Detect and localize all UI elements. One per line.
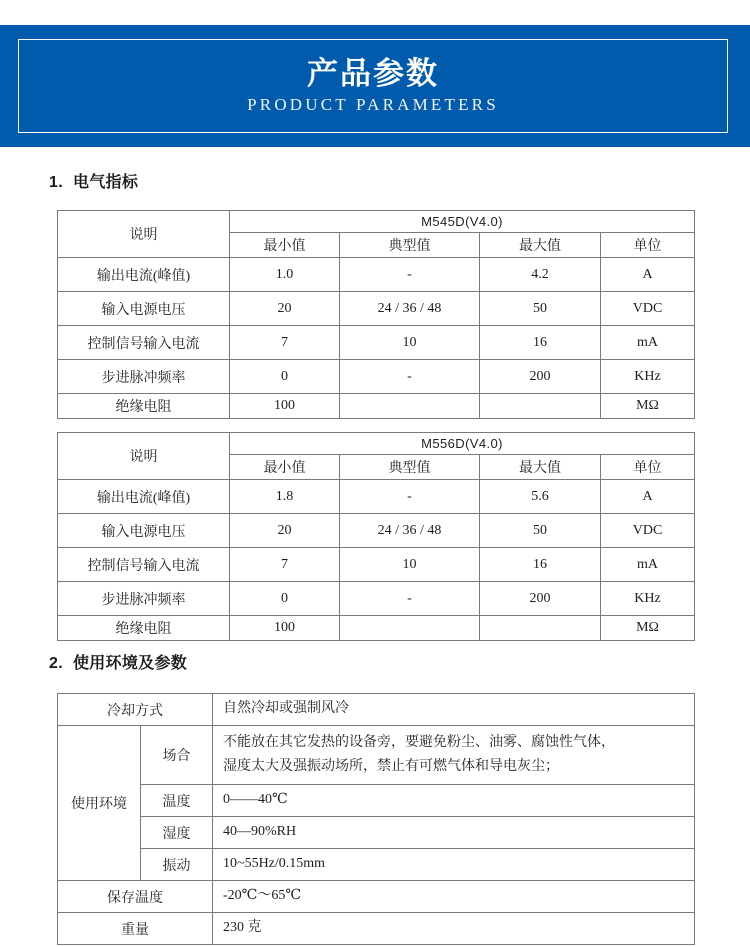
- value-weight: 230 克: [213, 913, 695, 945]
- cell-min: 20: [230, 514, 340, 548]
- table-header-row: [58, 433, 695, 455]
- table-row-place: [58, 726, 695, 785]
- cell-typical: [340, 394, 480, 419]
- cell-description: 输入电源电压: [58, 514, 230, 548]
- label-place: 场合: [141, 726, 213, 785]
- section-heading-electrical: [49, 169, 138, 192]
- table-row: [58, 616, 695, 641]
- section-title-2: 使用环境及参数: [72, 655, 188, 672]
- cell-max: 50: [480, 514, 601, 548]
- cell-description: 控制信号输入电流: [58, 548, 230, 582]
- section-title-1: 电气指标: [72, 174, 139, 191]
- cell-max: 200: [480, 582, 601, 616]
- cell-min: 0: [230, 360, 340, 394]
- value-vibration: 10~55Hz/0.15mm: [213, 849, 695, 881]
- cell-min: 20: [230, 292, 340, 326]
- column-header-description: 说明: [58, 433, 230, 480]
- model-name-header: M545D(V4.0): [230, 211, 695, 233]
- cell-typical: -: [340, 480, 480, 514]
- cell-min: 1.8: [230, 480, 340, 514]
- model-name-header: M556D(V4.0): [230, 433, 695, 455]
- cell-description: 输出电流(峰值): [58, 258, 230, 292]
- page-title-chinese: 产品参数: [307, 56, 439, 92]
- cell-max: 200: [480, 360, 601, 394]
- column-header-unit: 单位: [601, 233, 695, 258]
- value-place: [213, 726, 695, 785]
- cell-typical: 24 / 36 / 48: [340, 514, 480, 548]
- column-header-max: 最大值: [480, 233, 601, 258]
- cell-unit: KHz: [601, 360, 695, 394]
- cell-max: [480, 616, 601, 641]
- cell-description: 输入电源电压: [58, 292, 230, 326]
- environment-spec-table: [57, 693, 695, 945]
- value-storage-temperature: -20℃～65℃: [213, 881, 695, 913]
- value-cooling-method: 自然冷却或强制风冷: [213, 694, 695, 726]
- table-row: [58, 326, 695, 360]
- banner-text-group: [19, 40, 727, 132]
- cell-min: 1.0: [230, 258, 340, 292]
- table-row-humidity: [58, 817, 695, 849]
- cell-unit: mA: [601, 548, 695, 582]
- table-row-vibration: [58, 849, 695, 881]
- section-number-2: 2.: [49, 655, 63, 672]
- cell-max: [480, 394, 601, 419]
- cell-unit: KHz: [601, 582, 695, 616]
- table-row: [58, 582, 695, 616]
- cell-typical: 24 / 36 / 48: [340, 292, 480, 326]
- cell-typical: [340, 616, 480, 641]
- table-row-cooling: [58, 694, 695, 726]
- cell-typical: -: [340, 360, 480, 394]
- column-header-description: 说明: [58, 211, 230, 258]
- cell-min: 100: [230, 616, 340, 641]
- cell-max: 5.6: [480, 480, 601, 514]
- electrical-spec-table-m556d: [57, 432, 695, 641]
- cell-unit: A: [601, 258, 695, 292]
- column-header-typical: 典型值: [340, 455, 480, 480]
- page-title-english: PRODUCT PARAMETERS: [247, 95, 499, 115]
- column-header-unit: 单位: [601, 455, 695, 480]
- column-header-min: 最小值: [230, 233, 340, 258]
- table-row-temperature: [58, 785, 695, 817]
- cell-description: 步进脉冲频率: [58, 582, 230, 616]
- electrical-spec-table-m545d: [57, 210, 695, 419]
- table-row-storage-temperature: [58, 881, 695, 913]
- cell-max: 4.2: [480, 258, 601, 292]
- cell-description: 步进脉冲频率: [58, 360, 230, 394]
- cell-unit: VDC: [601, 292, 695, 326]
- label-cooling-method: 冷却方式: [58, 694, 213, 726]
- label-storage-temperature: 保存温度: [58, 881, 213, 913]
- cell-min: 7: [230, 326, 340, 360]
- table-row-weight: [58, 913, 695, 945]
- cell-unit: MΩ: [601, 394, 695, 419]
- cell-description: 输出电流(峰值): [58, 480, 230, 514]
- column-header-typical: 典型值: [340, 233, 480, 258]
- banner-white-frame: [18, 39, 728, 133]
- value-humidity: 40—90%RH: [213, 817, 695, 849]
- label-temperature: 温度: [141, 785, 213, 817]
- cell-typical: -: [340, 258, 480, 292]
- cell-typical: 10: [340, 326, 480, 360]
- cell-unit: A: [601, 480, 695, 514]
- value-temperature: 0——40℃: [213, 785, 695, 817]
- cell-description: 绝缘电阻: [58, 394, 230, 419]
- label-weight: 重量: [58, 913, 213, 945]
- label-humidity: 湿度: [141, 817, 213, 849]
- cell-min: 100: [230, 394, 340, 419]
- cell-max: 16: [480, 548, 601, 582]
- label-operating-environment: 使用环境: [58, 726, 141, 881]
- cell-unit: mA: [601, 326, 695, 360]
- cell-min: 0: [230, 582, 340, 616]
- section-number-1: 1.: [49, 174, 63, 191]
- cell-typical: 10: [340, 548, 480, 582]
- table-row: [58, 548, 695, 582]
- cell-description: 绝缘电阻: [58, 616, 230, 641]
- table-row: [58, 514, 695, 548]
- table-row: [58, 360, 695, 394]
- table-row: [58, 292, 695, 326]
- label-vibration: 振动: [141, 849, 213, 881]
- cell-max: 50: [480, 292, 601, 326]
- table-row: [58, 258, 695, 292]
- table-row: [58, 480, 695, 514]
- section-heading-environment: [49, 650, 187, 673]
- cell-unit: VDC: [601, 514, 695, 548]
- column-header-max: 最大值: [480, 455, 601, 480]
- cell-max: 16: [480, 326, 601, 360]
- value-place-line-2: 湿度太大及强振动场所，禁止有可燃气体和导电灰尘；: [223, 759, 559, 774]
- cell-unit: MΩ: [601, 616, 695, 641]
- table-header-row: [58, 211, 695, 233]
- column-header-min: 最小值: [230, 455, 340, 480]
- value-place-line-1: 不能放在其它发热的设备旁，要避免粉尘、油雾、腐蚀性气体，: [223, 734, 615, 750]
- cell-min: 7: [230, 548, 340, 582]
- table-row: [58, 394, 695, 419]
- cell-description: 控制信号输入电流: [58, 326, 230, 360]
- page-header-banner: [0, 25, 750, 147]
- cell-typical: -: [340, 582, 480, 616]
